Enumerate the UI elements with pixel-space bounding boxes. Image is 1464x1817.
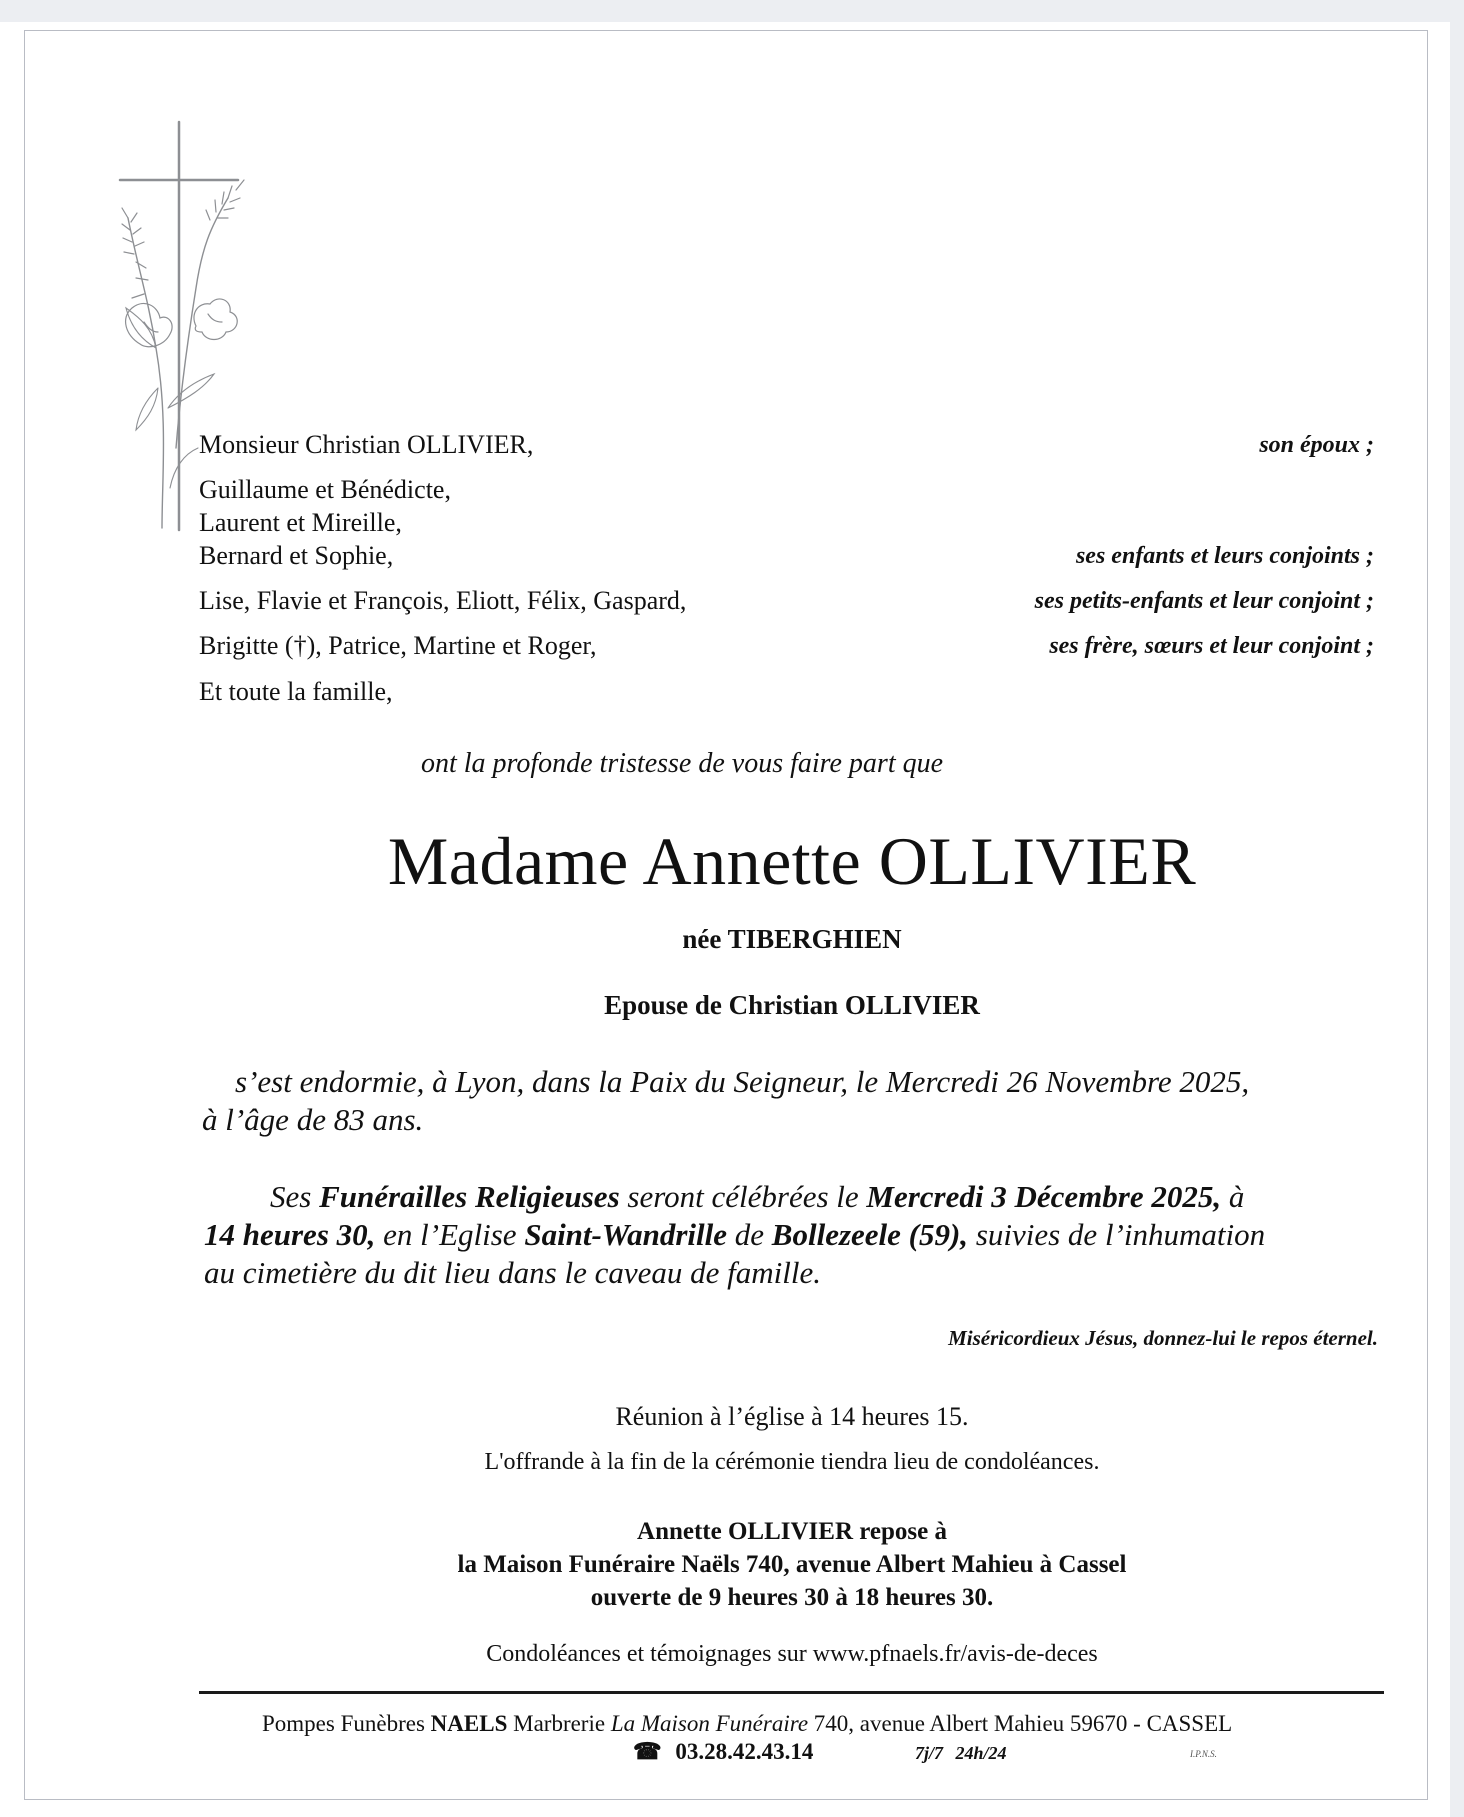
- funeral-text-5: de: [727, 1217, 772, 1252]
- funeral-line-2: [204, 1216, 1404, 1254]
- funeral-time: 14 heures 30,: [204, 1217, 376, 1252]
- funeral-text-3: à: [1221, 1179, 1245, 1214]
- hours-days: 7j/7: [915, 1743, 944, 1763]
- meeting-time: Réunion à l’église à 14 heures 15.: [615, 1402, 969, 1431]
- death-line-1: s’est endormie, à Lyon, dans la Paix du Seigneur, le Mercredi 26 Novembre 2025,: [235, 1064, 1250, 1099]
- condolences-link: Condoléances et témoignages sur www.pfnaels.fr/avis-de-deces: [486, 1641, 1098, 1667]
- spouse-name: Monsieur Christian OLLIVIER,: [199, 430, 534, 459]
- prayer: Miséricordieux Jésus, donnez-lui le repos éternel.: [948, 1326, 1378, 1350]
- funeral-text-4: en l’Eglise: [375, 1217, 525, 1252]
- funeral-text-6: suivies de l’inhumation: [968, 1217, 1266, 1252]
- death-line-2: à l’âge de 83 ans.: [202, 1102, 424, 1137]
- rest-line-2: la Maison Funéraire Naëls 740, avenue Albert Mahieu à Cassel: [457, 1551, 1127, 1578]
- funeral-line-1: [270, 1178, 1400, 1216]
- child-3: Bernard et Sophie,: [199, 541, 394, 570]
- company-address: 740, avenue Albert Mahieu 59670 - CASSEL: [808, 1711, 1233, 1736]
- deceased-name: Madame Annette OLLIVIER: [387, 823, 1197, 899]
- grandchildren-relation: ses petits-enfants et leur conjoint ;: [1034, 588, 1374, 614]
- imprint-note: I.P.N.S.: [1190, 1749, 1217, 1759]
- children-relation: ses enfants et leurs conjoints ;: [1075, 543, 1374, 569]
- funeral-date: Mercredi 3 Décembre 2025,: [866, 1179, 1222, 1214]
- spouse-line: Epouse de Christian OLLIVIER: [604, 990, 980, 1020]
- family-others: Et toute la famille,: [199, 677, 393, 706]
- funeral-type: Funérailles Religieuses: [319, 1179, 620, 1214]
- spouse-relation: son époux ;: [1259, 432, 1374, 458]
- funeral-text-2: seront célébrées le: [619, 1179, 867, 1214]
- house-name: La Maison Funéraire: [610, 1711, 809, 1736]
- footer-hours: [915, 1743, 1007, 1764]
- funeral-text-1: Ses: [270, 1179, 320, 1214]
- funeral-town: Bollezeele (59),: [771, 1217, 969, 1252]
- footer-rule: [199, 1691, 1384, 1694]
- footer-phone: [633, 1739, 813, 1765]
- company-name: NAELS: [430, 1711, 508, 1736]
- child-1: Guillaume et Bénédicte,: [199, 475, 451, 504]
- siblings-relation: ses frère, sœurs et leur conjoint ;: [1049, 633, 1374, 659]
- scan-edge-top: [0, 0, 1464, 22]
- phone-icon: ☎: [633, 1739, 662, 1764]
- offering-note: L'offrande à la fin de la cérémonie tiendra lieu de condoléances.: [484, 1449, 1100, 1475]
- hours-time: 24h/24: [955, 1743, 1007, 1763]
- rest-line-3: ouverte de 9 heures 30 à 18 heures 30.: [590, 1584, 994, 1611]
- siblings-names: Brigitte (†), Patrice, Martine et Roger,: [199, 631, 597, 660]
- footer-company: [262, 1711, 1232, 1737]
- announcement-intro: ont la profonde tristesse de vous faire part que: [420, 748, 944, 779]
- funeral-line-3: au cimetière du dit lieu dans le caveau de famille.: [204, 1255, 821, 1290]
- phone-number: 03.28.42.43.14: [675, 1739, 814, 1764]
- funeral-church: Saint-Wandrille: [524, 1217, 728, 1252]
- rest-line-1: Annette OLLIVIER repose à: [637, 1518, 947, 1545]
- child-2: Laurent et Mireille,: [199, 508, 402, 537]
- grandchildren-names: Lise, Flavie et François, Eliott, Félix, Gaspard,: [199, 586, 687, 615]
- marble-label: Marbrerie: [507, 1711, 611, 1736]
- maiden-name: née TIBERGHIEN: [682, 924, 902, 954]
- company-prefix: Pompes Funèbres: [262, 1711, 431, 1736]
